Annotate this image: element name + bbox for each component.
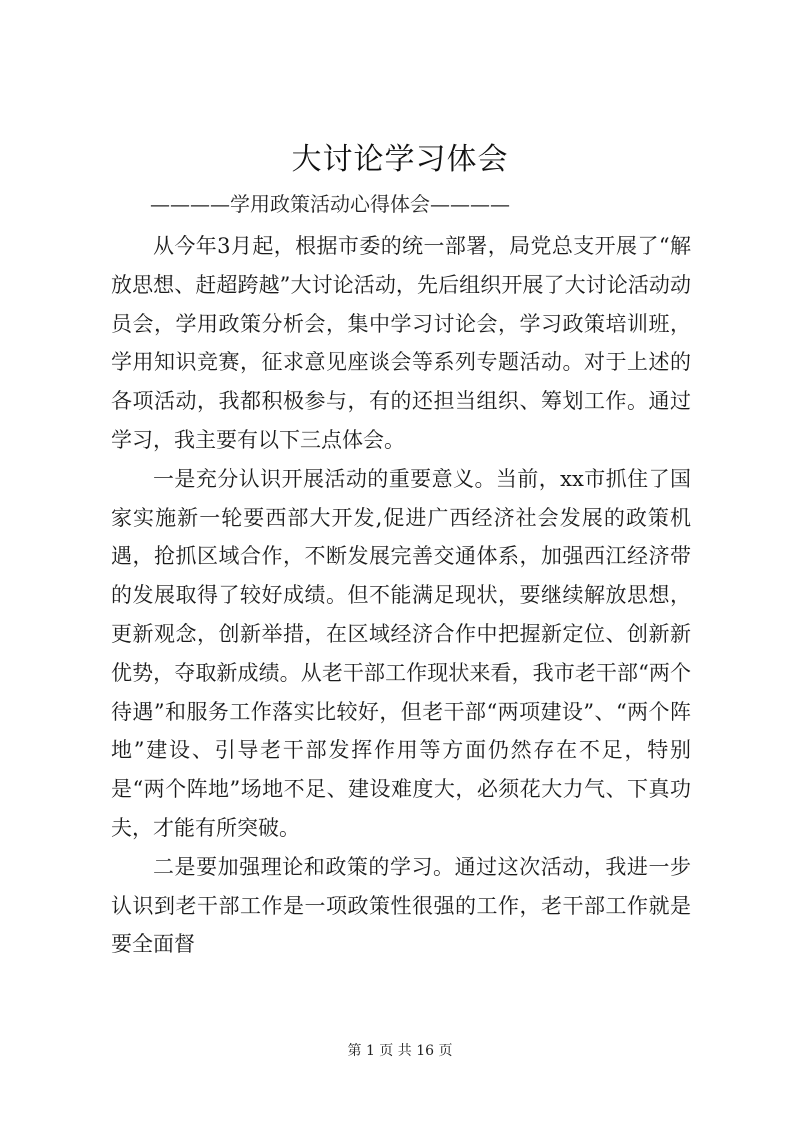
document-title: 大讨论学习体会 — [291, 142, 509, 177]
paragraph-intro: 从今年3月起，根据市委的统一部署，局党总支开展了“解放思想、赶超跨越”大讨论活动，先后组织开展了大讨论活动动员会，学用政策分析会，集中学习讨论会，学习政策培训班，学用知识竞赛，征求意见座谈会等系列专题活动。对于上述的各项活动，我都积极参与，有的还担当组织、筹划工作。通过学习，我主要有以下三点体会。 — [111, 234, 691, 452]
document-subtitle: ————学用政策活动心得体会———— — [150, 192, 510, 216]
paragraph-point-one: 一是充分认识开展活动的重要意义。当前，xx市抓住了国家实施新一轮要西部大开发,促进广西经济社会发展的政策机遇，抢抓区域合作，不断发展完善交通体系，加强西江经济带的发展取得了较好成绩。但不能满足现状，要继续解放思想，更新观念，创新举措，在区域经济合作中把握新定位、创新新优势，夺取新成绩。从老干部工作现状来看，我市老干部“两个待遇”和服务工作落实比较好，但老干部“两项建设”、“两个阵地”建设、引导老干部发挥作用等方面仍然存在不足，特别是“两个阵地”场地不足、建设难度大，必须花大力气、下真功夫，才能有所突破。 — [111, 466, 691, 840]
paragraph-point-two: 二是要加强理论和政策的学习。通过这次活动，我进一步认识到老干部工作是一项政策性很强的工作，老干部工作就是要全面督 — [111, 854, 691, 957]
page-number-footer: 第 1 页 共 16 页 — [347, 1043, 453, 1059]
document-body — [111, 227, 691, 964]
